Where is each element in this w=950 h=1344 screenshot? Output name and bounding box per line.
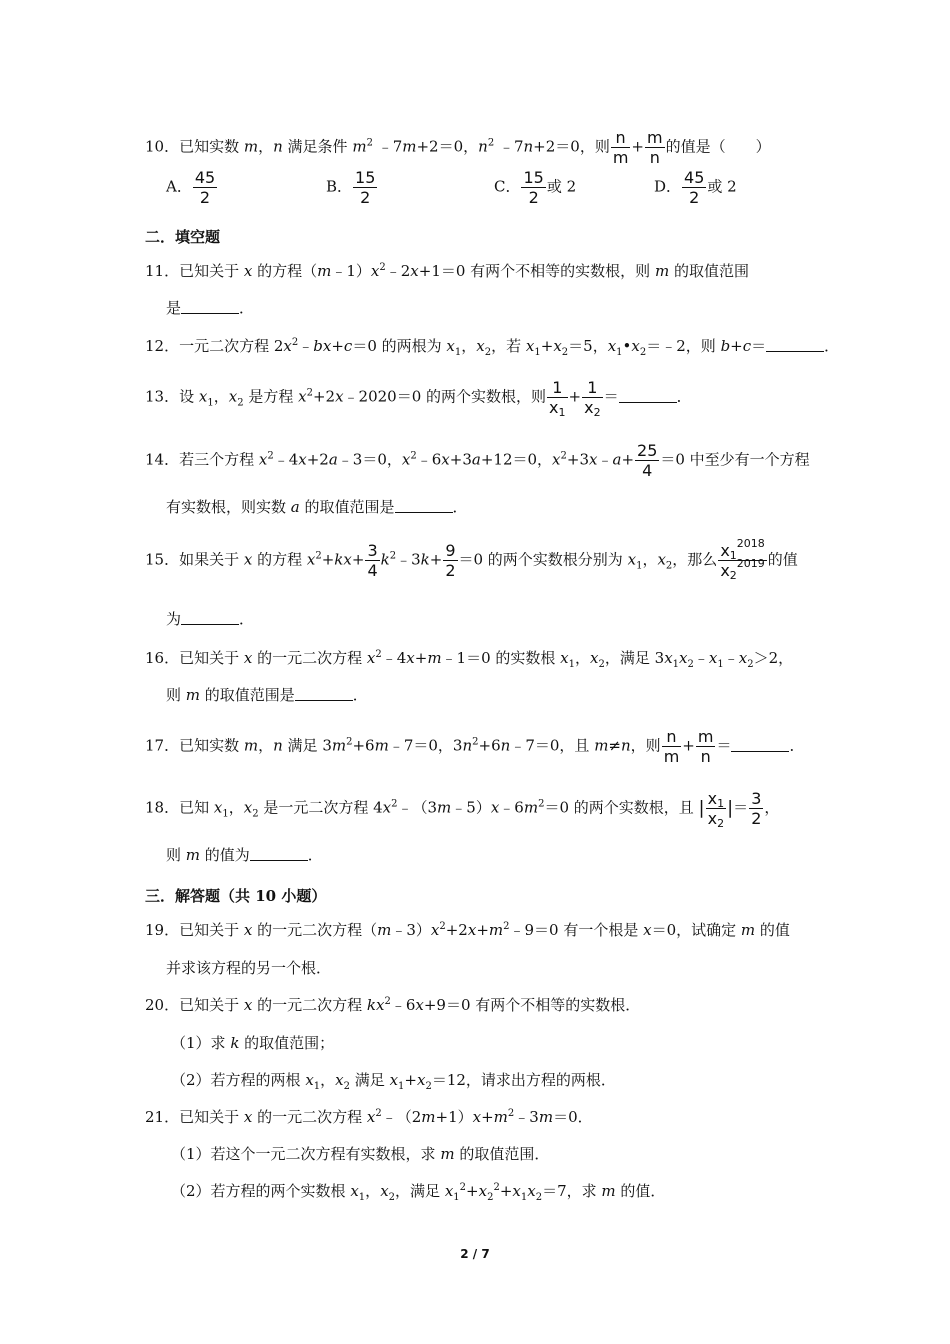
fraction-25-over-4: $\frac{25}{4}$ (637, 441, 658, 480)
question-14-cont: 有实数根，则实数 a 的取值范围是 ． (166, 498, 468, 516)
page-number: 2 / 7 (460, 1247, 490, 1261)
question-16: 16．已知关于 x 的一元二次方程 $x^2﹣4x+m﹣1=0$ 的实数根 $x_1$，$x_2$，满足 $3x_1x_2﹣x_1﹣x_2>2$， (145, 649, 794, 670)
question-20: 20．已知关于 x 的一元二次方程 $kx^2﹣6x+9=0$ 有两个不相等的实数根． (145, 996, 641, 1014)
fraction-1-over-x1: $\frac{1}{x_1}$ (549, 378, 566, 419)
question-18-cont: 则 m 的值为 ． (166, 846, 323, 864)
fraction-3-over-2: $\frac{3}{2}$ (751, 789, 762, 828)
question-10: 10．已知实数 m，n 满足条件 $m^2$ ﹣7m+2＝0，$n^2$ ﹣7n+2＝0，则 $\frac{n}{m}$ + $\frac{m}{n}$ 的值是（ ） (145, 128, 771, 167)
option-c: C． $\frac{15}{2}$ 或 2 (494, 168, 577, 207)
question-12: 12．一元二次方程 $2x^2﹣bx+c=0$ 的两根为 $x_1$，$x_2$，若 $x_1+x_2=5$，$x_1•x_2=﹣2$，则 b+c＝ ． (145, 337, 840, 358)
question-20-part-1: （1）求 k 的取值范围； (171, 1034, 335, 1052)
question-18: 18．已知 $x_1$，$x_2$ 是一元二次方程 $4x^2﹣(3m﹣5)x﹣6m^2=0$ 的两个实数根，且 | $\frac{x_1}{x_2}$ |＝ $\frac{3}{2}$ ， (145, 789, 780, 830)
question-16-cont: 则 m 的取值范围是 ． (166, 686, 368, 704)
answer-blank[interactable] (181, 301, 239, 314)
fraction-n-over-m: $\frac{n}{m}$ (663, 727, 680, 766)
question-20-part-2: （2）若方程的两根 $x_1$，$x_2$ 满足 $x_1+x_2=12$，请求出方程的两根． (171, 1071, 616, 1092)
question-13: 13．设 $x_1$，$x_2$ 是方程 $x^2+2x﹣2020=0$ 的两个实数根，则 $\frac{1}{x_1}$ + $\frac{1}{x_2}$ ＝ ． (145, 378, 692, 419)
fraction-3-over-4: $\frac{3}{4}$ (367, 541, 378, 580)
fraction-x1-over-x2: $\frac{x_1}{x_2}$ (707, 789, 725, 830)
fraction-power-ratio: $\frac{x_1^{2018}}{x_2^{2019}}$ (720, 537, 765, 582)
section-heading-fill-in: 二．填空题 (145, 228, 221, 246)
answer-blank[interactable] (395, 500, 453, 513)
fraction-m-over-n: $\frac{m}{n}$ (647, 128, 663, 167)
answer-blank[interactable] (181, 612, 239, 625)
fraction-1-over-x2: $\frac{1}{x_2}$ (584, 378, 601, 419)
question-21-part-1: （1）若这个一元二次方程有实数根，求 m 的取值范围． (171, 1145, 550, 1163)
answer-blank[interactable] (250, 848, 308, 861)
answer-blank[interactable] (619, 390, 677, 403)
option-a: A． $\frac{45}{2}$ (166, 168, 216, 207)
fraction-9-over-2: $\frac{9}{2}$ (445, 541, 456, 580)
question-21-part-2: （2）若方程的两个实数根 $x_1$，$x_2$，满足 $x_1^2+x_2^2+x_1x_2=7$，求 m 的值． (171, 1182, 666, 1203)
option-d: D． $\frac{45}{2}$ 或 2 (654, 168, 737, 207)
question-15-cont: 为 ． (166, 610, 255, 628)
answer-blank[interactable] (766, 339, 824, 352)
question-17: 17．已知实数 m，n 满足 $3m^2+6m﹣7=0$，$3n^2+6n﹣7=0$，且 m≠n，则 $\frac{n}{m}$ + $\frac{m}{n}$ ＝ ． (145, 727, 805, 766)
fraction-m-over-n: $\frac{m}{n}$ (697, 727, 714, 766)
section-heading-solutions: 三．解答题（共 10 小题） (145, 887, 327, 905)
answer-blank[interactable] (295, 688, 353, 701)
answer-blank[interactable] (731, 739, 789, 752)
question-19-cont: 并求该方程的另一个根． (166, 959, 332, 977)
question-21: 21．已知关于 x 的一元二次方程 $x^2﹣(2m+1)x+m^2﹣3m=0$． (145, 1108, 593, 1126)
question-11-cont: 是 ． (166, 299, 255, 317)
option-b: B． $\frac{15}{2}$ (326, 168, 376, 207)
question-14: 14．若三个方程 $x^2﹣4x+2a﹣3=0$，$x^2﹣6x+3a+12=0$，$x^2+3x﹣a+$ $\frac{25}{4}$ ＝0 中至少有一个方程 (145, 441, 810, 480)
fraction-n-over-m: $\frac{n}{m}$ (612, 128, 629, 167)
question-15: 15．如果关于 x 的方程 $x^2+kx+$ $\frac{3}{4}$ $k^2﹣3k+$ $\frac{9}{2}$ ＝0 的两个实数根分别为 $x_1$，$x_2$，那么 $\frac{x_1^{2018}}{x_2^{2019}}$ 的值 (145, 537, 798, 582)
question-19: 19．已知关于 x 的一元二次方程$(m﹣3)x^2+2x+m^2﹣9=0$ 有一个根是 x＝0，试确定 m 的值 (145, 921, 790, 939)
question-11: 11．已知关于 x 的方程$(m﹣1)x^2﹣2x+1=0$ 有两个不相等的实数根，则 m 的取值范围 (145, 262, 749, 280)
